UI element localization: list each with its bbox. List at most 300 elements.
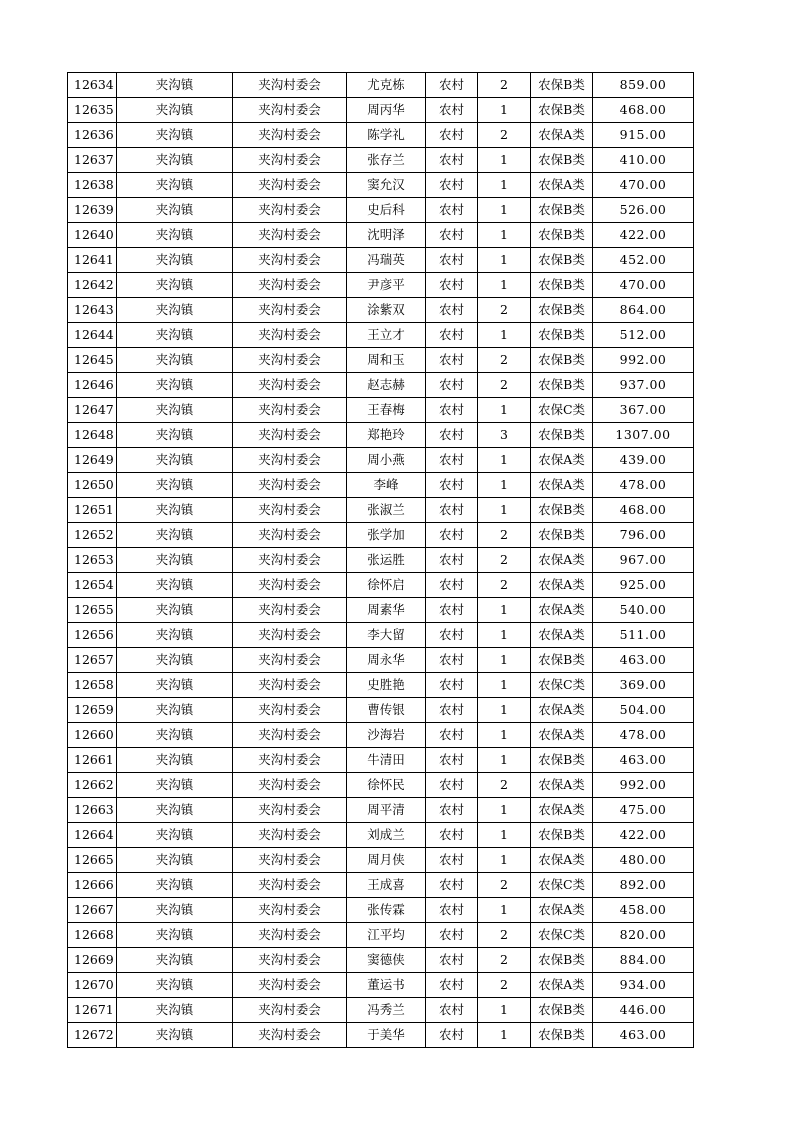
record-id-cell: 12669 <box>68 948 117 973</box>
record-id-cell: 12648 <box>68 423 117 448</box>
person-name-cell: 窦允汉 <box>347 173 426 198</box>
village-cell: 夹沟村委会 <box>233 123 347 148</box>
table-row <box>68 73 694 98</box>
person-name-cell: 于美华 <box>347 1023 426 1048</box>
amount-cell: 422.00 <box>593 223 694 248</box>
village-cell: 夹沟村委会 <box>233 373 347 398</box>
residence-type-cell: 农村 <box>426 373 478 398</box>
residence-type-cell: 农村 <box>426 548 478 573</box>
village-cell: 夹沟村委会 <box>233 498 347 523</box>
town-cell: 夹沟镇 <box>117 98 233 123</box>
table-row <box>68 523 694 548</box>
person-name-cell: 尹彦平 <box>347 273 426 298</box>
household-count-cell: 1 <box>478 448 531 473</box>
record-id-cell: 12649 <box>68 448 117 473</box>
village-cell: 夹沟村委会 <box>233 348 347 373</box>
record-id-cell: 12658 <box>68 673 117 698</box>
insurance-category-cell: 农保B类 <box>531 498 593 523</box>
village-cell: 夹沟村委会 <box>233 173 347 198</box>
household-count-cell: 2 <box>478 123 531 148</box>
record-id-cell: 12672 <box>68 1023 117 1048</box>
person-name-cell: 江平均 <box>347 923 426 948</box>
town-cell: 夹沟镇 <box>117 173 233 198</box>
insurance-category-cell: 农保A类 <box>531 573 593 598</box>
village-cell: 夹沟村委会 <box>233 148 347 173</box>
household-count-cell: 1 <box>478 698 531 723</box>
record-id-cell: 12637 <box>68 148 117 173</box>
amount-cell: 463.00 <box>593 648 694 673</box>
town-cell: 夹沟镇 <box>117 998 233 1023</box>
town-cell: 夹沟镇 <box>117 123 233 148</box>
residence-type-cell: 农村 <box>426 923 478 948</box>
amount-cell: 458.00 <box>593 898 694 923</box>
insurance-category-cell: 农保A类 <box>531 773 593 798</box>
insurance-category-cell: 农保A类 <box>531 973 593 998</box>
record-id-cell: 12641 <box>68 248 117 273</box>
amount-cell: 478.00 <box>593 723 694 748</box>
record-id-cell: 12652 <box>68 523 117 548</box>
town-cell: 夹沟镇 <box>117 448 233 473</box>
residence-type-cell: 农村 <box>426 298 478 323</box>
record-id-cell: 12657 <box>68 648 117 673</box>
table-row <box>68 223 694 248</box>
village-cell: 夹沟村委会 <box>233 823 347 848</box>
amount-cell: 422.00 <box>593 823 694 848</box>
table-row <box>68 723 694 748</box>
household-count-cell: 1 <box>478 673 531 698</box>
town-cell: 夹沟镇 <box>117 348 233 373</box>
village-cell: 夹沟村委会 <box>233 798 347 823</box>
record-id-cell: 12656 <box>68 623 117 648</box>
ledger-table <box>67 72 694 1048</box>
person-name-cell: 刘成兰 <box>347 823 426 848</box>
residence-type-cell: 农村 <box>426 148 478 173</box>
person-name-cell: 涂紫双 <box>347 298 426 323</box>
table-row <box>68 423 694 448</box>
village-cell: 夹沟村委会 <box>233 748 347 773</box>
table-row <box>68 273 694 298</box>
table-row <box>68 448 694 473</box>
village-cell: 夹沟村委会 <box>233 448 347 473</box>
household-count-cell: 2 <box>478 73 531 98</box>
village-cell: 夹沟村委会 <box>233 248 347 273</box>
record-id-cell: 12634 <box>68 73 117 98</box>
residence-type-cell: 农村 <box>426 623 478 648</box>
town-cell: 夹沟镇 <box>117 673 233 698</box>
town-cell: 夹沟镇 <box>117 748 233 773</box>
record-id-cell: 12655 <box>68 598 117 623</box>
table-row <box>68 123 694 148</box>
household-count-cell: 1 <box>478 98 531 123</box>
person-name-cell: 徐怀启 <box>347 573 426 598</box>
table-row <box>68 848 694 873</box>
village-cell: 夹沟村委会 <box>233 848 347 873</box>
household-count-cell: 2 <box>478 573 531 598</box>
record-id-cell: 12640 <box>68 223 117 248</box>
residence-type-cell: 农村 <box>426 348 478 373</box>
person-name-cell: 周小燕 <box>347 448 426 473</box>
amount-cell: 470.00 <box>593 273 694 298</box>
town-cell: 夹沟镇 <box>117 248 233 273</box>
record-id-cell: 12660 <box>68 723 117 748</box>
table-row <box>68 923 694 948</box>
table-row <box>68 898 694 923</box>
amount-cell: 367.00 <box>593 398 694 423</box>
insurance-category-cell: 农保B类 <box>531 98 593 123</box>
record-id-cell: 12665 <box>68 848 117 873</box>
amount-cell: 512.00 <box>593 323 694 348</box>
village-cell: 夹沟村委会 <box>233 773 347 798</box>
table-row <box>68 873 694 898</box>
residence-type-cell: 农村 <box>426 173 478 198</box>
record-id-cell: 12670 <box>68 973 117 998</box>
person-name-cell: 王成喜 <box>347 873 426 898</box>
person-name-cell: 张学加 <box>347 523 426 548</box>
town-cell: 夹沟镇 <box>117 898 233 923</box>
town-cell: 夹沟镇 <box>117 948 233 973</box>
insurance-category-cell: 农保B类 <box>531 348 593 373</box>
amount-cell: 478.00 <box>593 473 694 498</box>
table-row <box>68 623 694 648</box>
person-name-cell: 赵志赫 <box>347 373 426 398</box>
insurance-category-cell: 农保B类 <box>531 273 593 298</box>
town-cell: 夹沟镇 <box>117 498 233 523</box>
residence-type-cell: 农村 <box>426 448 478 473</box>
town-cell: 夹沟镇 <box>117 573 233 598</box>
table-row <box>68 248 694 273</box>
town-cell: 夹沟镇 <box>117 973 233 998</box>
village-cell: 夹沟村委会 <box>233 198 347 223</box>
record-id-cell: 12661 <box>68 748 117 773</box>
person-name-cell: 王立才 <box>347 323 426 348</box>
insurance-category-cell: 农保A类 <box>531 598 593 623</box>
household-count-cell: 2 <box>478 773 531 798</box>
insurance-category-cell: 农保B类 <box>531 998 593 1023</box>
person-name-cell: 周和玉 <box>347 348 426 373</box>
residence-type-cell: 农村 <box>426 798 478 823</box>
insurance-category-cell: 农保A类 <box>531 548 593 573</box>
insurance-category-cell: 农保B类 <box>531 148 593 173</box>
residence-type-cell: 农村 <box>426 98 478 123</box>
village-cell: 夹沟村委会 <box>233 98 347 123</box>
person-name-cell: 陈学礼 <box>347 123 426 148</box>
village-cell: 夹沟村委会 <box>233 298 347 323</box>
record-id-cell: 12654 <box>68 573 117 598</box>
amount-cell: 796.00 <box>593 523 694 548</box>
town-cell: 夹沟镇 <box>117 798 233 823</box>
insurance-category-cell: 农保B类 <box>531 523 593 548</box>
person-name-cell: 张存兰 <box>347 148 426 173</box>
record-id-cell: 12668 <box>68 923 117 948</box>
village-cell: 夹沟村委会 <box>233 923 347 948</box>
person-name-cell: 董运书 <box>347 973 426 998</box>
person-name-cell: 史后科 <box>347 198 426 223</box>
amount-cell: 480.00 <box>593 848 694 873</box>
record-id-cell: 12667 <box>68 898 117 923</box>
person-name-cell: 窦德侠 <box>347 948 426 973</box>
insurance-category-cell: 农保A类 <box>531 173 593 198</box>
town-cell: 夹沟镇 <box>117 73 233 98</box>
residence-type-cell: 农村 <box>426 723 478 748</box>
household-count-cell: 1 <box>478 898 531 923</box>
amount-cell: 1307.00 <box>593 423 694 448</box>
record-id-cell: 12636 <box>68 123 117 148</box>
residence-type-cell: 农村 <box>426 998 478 1023</box>
residence-type-cell: 农村 <box>426 698 478 723</box>
village-cell: 夹沟村委会 <box>233 223 347 248</box>
residence-type-cell: 农村 <box>426 473 478 498</box>
person-name-cell: 周平清 <box>347 798 426 823</box>
table-row <box>68 673 694 698</box>
amount-cell: 410.00 <box>593 148 694 173</box>
village-cell: 夹沟村委会 <box>233 1023 347 1048</box>
table-row <box>68 998 694 1023</box>
amount-cell: 864.00 <box>593 298 694 323</box>
table-row <box>68 98 694 123</box>
insurance-category-cell: 农保A类 <box>531 123 593 148</box>
record-id-cell: 12644 <box>68 323 117 348</box>
person-name-cell: 牛清田 <box>347 748 426 773</box>
town-cell: 夹沟镇 <box>117 548 233 573</box>
household-count-cell: 1 <box>478 998 531 1023</box>
record-id-cell: 12646 <box>68 373 117 398</box>
table-row <box>68 1023 694 1048</box>
residence-type-cell: 农村 <box>426 848 478 873</box>
household-count-cell: 2 <box>478 923 531 948</box>
person-name-cell: 曹传银 <box>347 698 426 723</box>
person-name-cell: 郑艳玲 <box>347 423 426 448</box>
table-row <box>68 323 694 348</box>
household-count-cell: 3 <box>478 423 531 448</box>
insurance-category-cell: 农保C类 <box>531 923 593 948</box>
town-cell: 夹沟镇 <box>117 198 233 223</box>
town-cell: 夹沟镇 <box>117 923 233 948</box>
insurance-category-cell: 农保B类 <box>531 248 593 273</box>
town-cell: 夹沟镇 <box>117 148 233 173</box>
residence-type-cell: 农村 <box>426 673 478 698</box>
table-row <box>68 648 694 673</box>
amount-cell: 937.00 <box>593 373 694 398</box>
town-cell: 夹沟镇 <box>117 648 233 673</box>
insurance-category-cell: 农保B类 <box>531 648 593 673</box>
town-cell: 夹沟镇 <box>117 473 233 498</box>
amount-cell: 526.00 <box>593 198 694 223</box>
residence-type-cell: 农村 <box>426 823 478 848</box>
person-name-cell: 冯秀兰 <box>347 998 426 1023</box>
insurance-category-cell: 农保B类 <box>531 823 593 848</box>
table-row <box>68 173 694 198</box>
insurance-category-cell: 农保C类 <box>531 398 593 423</box>
household-count-cell: 2 <box>478 548 531 573</box>
person-name-cell: 周素华 <box>347 598 426 623</box>
residence-type-cell: 农村 <box>426 73 478 98</box>
household-count-cell: 1 <box>478 273 531 298</box>
record-id-cell: 12651 <box>68 498 117 523</box>
residence-type-cell: 农村 <box>426 598 478 623</box>
town-cell: 夹沟镇 <box>117 873 233 898</box>
village-cell: 夹沟村委会 <box>233 723 347 748</box>
table-row <box>68 598 694 623</box>
household-count-cell: 2 <box>478 298 531 323</box>
household-count-cell: 1 <box>478 173 531 198</box>
insurance-category-cell: 农保B类 <box>531 373 593 398</box>
household-count-cell: 1 <box>478 473 531 498</box>
person-name-cell: 张运胜 <box>347 548 426 573</box>
household-count-cell: 2 <box>478 523 531 548</box>
insurance-category-cell: 农保B类 <box>531 948 593 973</box>
record-id-cell: 12647 <box>68 398 117 423</box>
person-name-cell: 李大留 <box>347 623 426 648</box>
insurance-category-cell: 农保B类 <box>531 323 593 348</box>
village-cell: 夹沟村委会 <box>233 623 347 648</box>
table-row <box>68 773 694 798</box>
residence-type-cell: 农村 <box>426 223 478 248</box>
record-id-cell: 12659 <box>68 698 117 723</box>
record-id-cell: 12650 <box>68 473 117 498</box>
insurance-category-cell: 农保B类 <box>531 748 593 773</box>
household-count-cell: 1 <box>478 848 531 873</box>
amount-cell: 475.00 <box>593 798 694 823</box>
amount-cell: 967.00 <box>593 548 694 573</box>
amount-cell: 468.00 <box>593 98 694 123</box>
record-id-cell: 12653 <box>68 548 117 573</box>
insurance-category-cell: 农保B类 <box>531 423 593 448</box>
household-count-cell: 2 <box>478 973 531 998</box>
amount-cell: 452.00 <box>593 248 694 273</box>
person-name-cell: 李峰 <box>347 473 426 498</box>
amount-cell: 463.00 <box>593 1023 694 1048</box>
record-id-cell: 12639 <box>68 198 117 223</box>
residence-type-cell: 农村 <box>426 423 478 448</box>
town-cell: 夹沟镇 <box>117 323 233 348</box>
table-row <box>68 398 694 423</box>
amount-cell: 463.00 <box>593 748 694 773</box>
table-row <box>68 498 694 523</box>
person-name-cell: 周月侠 <box>347 848 426 873</box>
record-id-cell: 12666 <box>68 873 117 898</box>
village-cell: 夹沟村委会 <box>233 998 347 1023</box>
amount-cell: 446.00 <box>593 998 694 1023</box>
residence-type-cell: 农村 <box>426 123 478 148</box>
village-cell: 夹沟村委会 <box>233 898 347 923</box>
table-row <box>68 573 694 598</box>
insurance-category-cell: 农保B类 <box>531 1023 593 1048</box>
household-count-cell: 1 <box>478 148 531 173</box>
household-count-cell: 1 <box>478 798 531 823</box>
household-count-cell: 1 <box>478 1023 531 1048</box>
household-count-cell: 1 <box>478 623 531 648</box>
person-name-cell: 冯瑞英 <box>347 248 426 273</box>
person-name-cell: 徐怀民 <box>347 773 426 798</box>
village-cell: 夹沟村委会 <box>233 873 347 898</box>
town-cell: 夹沟镇 <box>117 298 233 323</box>
amount-cell: 540.00 <box>593 598 694 623</box>
amount-cell: 992.00 <box>593 773 694 798</box>
village-cell: 夹沟村委会 <box>233 648 347 673</box>
table-row <box>68 698 694 723</box>
person-name-cell: 周丙华 <box>347 98 426 123</box>
residence-type-cell: 农村 <box>426 498 478 523</box>
household-count-cell: 1 <box>478 398 531 423</box>
person-name-cell: 沈明泽 <box>347 223 426 248</box>
household-count-cell: 1 <box>478 198 531 223</box>
insurance-category-cell: 农保A类 <box>531 448 593 473</box>
amount-cell: 511.00 <box>593 623 694 648</box>
table-row <box>68 148 694 173</box>
person-name-cell: 张传霖 <box>347 898 426 923</box>
person-name-cell: 沙海岩 <box>347 723 426 748</box>
amount-cell: 915.00 <box>593 123 694 148</box>
town-cell: 夹沟镇 <box>117 398 233 423</box>
insurance-category-cell: 农保B类 <box>531 73 593 98</box>
household-count-cell: 1 <box>478 223 531 248</box>
ledger-body <box>68 73 694 1048</box>
record-id-cell: 12638 <box>68 173 117 198</box>
residence-type-cell: 农村 <box>426 873 478 898</box>
residence-type-cell: 农村 <box>426 573 478 598</box>
amount-cell: 504.00 <box>593 698 694 723</box>
insurance-category-cell: 农保A类 <box>531 798 593 823</box>
town-cell: 夹沟镇 <box>117 1023 233 1048</box>
person-name-cell: 尤克栋 <box>347 73 426 98</box>
table-row <box>68 198 694 223</box>
residence-type-cell: 农村 <box>426 398 478 423</box>
record-id-cell: 12663 <box>68 798 117 823</box>
household-count-cell: 1 <box>478 598 531 623</box>
amount-cell: 820.00 <box>593 923 694 948</box>
table-row <box>68 823 694 848</box>
residence-type-cell: 农村 <box>426 748 478 773</box>
household-count-cell: 1 <box>478 648 531 673</box>
record-id-cell: 12662 <box>68 773 117 798</box>
residence-type-cell: 农村 <box>426 898 478 923</box>
village-cell: 夹沟村委会 <box>233 73 347 98</box>
person-name-cell: 史胜艳 <box>347 673 426 698</box>
table-row <box>68 798 694 823</box>
table-row <box>68 298 694 323</box>
insurance-category-cell: 农保A类 <box>531 898 593 923</box>
residence-type-cell: 农村 <box>426 523 478 548</box>
village-cell: 夹沟村委会 <box>233 573 347 598</box>
table-row <box>68 948 694 973</box>
town-cell: 夹沟镇 <box>117 223 233 248</box>
household-count-cell: 1 <box>478 723 531 748</box>
residence-type-cell: 农村 <box>426 973 478 998</box>
amount-cell: 470.00 <box>593 173 694 198</box>
person-name-cell: 王春梅 <box>347 398 426 423</box>
table-row <box>68 748 694 773</box>
village-cell: 夹沟村委会 <box>233 423 347 448</box>
table-row <box>68 373 694 398</box>
town-cell: 夹沟镇 <box>117 273 233 298</box>
insurance-category-cell: 农保C类 <box>531 673 593 698</box>
town-cell: 夹沟镇 <box>117 723 233 748</box>
town-cell: 夹沟镇 <box>117 773 233 798</box>
record-id-cell: 12671 <box>68 998 117 1023</box>
household-count-cell: 1 <box>478 498 531 523</box>
town-cell: 夹沟镇 <box>117 523 233 548</box>
household-count-cell: 1 <box>478 748 531 773</box>
village-cell: 夹沟村委会 <box>233 673 347 698</box>
household-count-cell: 1 <box>478 323 531 348</box>
amount-cell: 859.00 <box>593 73 694 98</box>
insurance-category-cell: 农保B类 <box>531 223 593 248</box>
table-row <box>68 973 694 998</box>
amount-cell: 468.00 <box>593 498 694 523</box>
town-cell: 夹沟镇 <box>117 848 233 873</box>
amount-cell: 925.00 <box>593 573 694 598</box>
household-count-cell: 1 <box>478 248 531 273</box>
